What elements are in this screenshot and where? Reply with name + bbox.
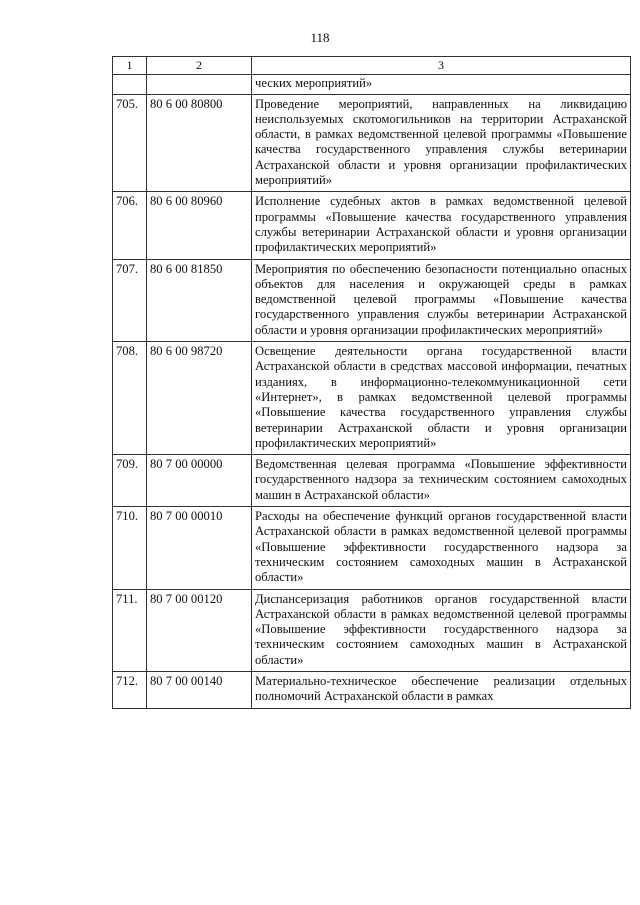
row-code: 80 7 00 00120 — [147, 589, 252, 671]
row-text: Мероприятия по обеспечению безопасности потенциально опасных объектов для населения и окружающей среды в рамках ведомственной целевой программы «Повышение качества государственного управления службы ветеринарии Астраханской области и уровня организации профилактических мероприятий» — [252, 259, 631, 341]
table-row — [113, 507, 631, 589]
row-text: Ведомственная целевая программа «Повышение эффективности государственного надзора за техническим состоянием самоходных машин в Астраханской области» — [252, 455, 631, 507]
row-code: 80 6 00 81850 — [147, 259, 252, 341]
row-number: 706. — [113, 192, 147, 259]
row-text: Исполнение судебных актов в рамках ведомственной целевой программы «Повышение качества государственного управления службы ветеринарии Астраханской области и уровня организации профилактических мероприятий» — [252, 192, 631, 259]
budget-classification-table — [112, 56, 631, 709]
row-code — [147, 75, 252, 94]
row-number: 709. — [113, 455, 147, 507]
header-col-2: 2 — [147, 57, 252, 75]
table-row — [113, 342, 631, 455]
row-text: Материально-техническое обеспечение реализации отдельных полномочий Астраханской области в рамках — [252, 671, 631, 708]
row-number: 705. — [113, 94, 147, 192]
row-number: 712. — [113, 671, 147, 708]
table-row — [113, 94, 631, 192]
table-row — [113, 589, 631, 671]
row-number: 710. — [113, 507, 147, 589]
row-number — [113, 75, 147, 94]
row-code: 80 7 00 00140 — [147, 671, 252, 708]
row-text: Расходы на обеспечение функций органов государственной власти Астраханской области в рамках ведомственной целевой программы «Повышение эффективности государственного надзора за техническим состоянием самоходных машин в Астраханской области» — [252, 507, 631, 589]
header-col-3: 3 — [252, 57, 631, 75]
row-code: 80 7 00 00000 — [147, 455, 252, 507]
row-number: 707. — [113, 259, 147, 341]
table-header-row — [113, 57, 631, 75]
table-row — [113, 259, 631, 341]
table-row — [113, 192, 631, 259]
table-row — [113, 671, 631, 708]
table-row-continuation — [113, 75, 631, 94]
row-text: ческих мероприятий» — [252, 75, 631, 94]
row-code: 80 7 00 00010 — [147, 507, 252, 589]
row-text: Освещение деятельности органа государственной власти Астраханской области в средствах массовой информации, печатных изданиях, в информационно-телекоммуникационной сети «Интернет», в рамках ведомственной целевой программы «Повышение качества государственного управления службы ветеринарии Астраханской области и уровня организации профилактических мероприятий» — [252, 342, 631, 455]
row-code: 80 6 00 98720 — [147, 342, 252, 455]
table-row — [113, 455, 631, 507]
row-number: 711. — [113, 589, 147, 671]
row-text: Проведение мероприятий, направленных на ликвидацию неиспользуемых скотомогильников на территории Астраханской области, в рамках ведомственной целевой программы «Повышение качества государственного управления службы ветеринарии Астраханской области и уровня организации профилактических мероприятий» — [252, 94, 631, 192]
row-code: 80 6 00 80800 — [147, 94, 252, 192]
row-code: 80 6 00 80960 — [147, 192, 252, 259]
header-col-1: 1 — [113, 57, 147, 75]
page-number: 118 — [310, 30, 330, 45]
row-text: Диспансеризация работников органов государственной власти Астраханской области в рамках ведомственной целевой программы «Повышение эффективности государственного надзора за техническим состоянием самоходных машин в Астраханской области» — [252, 589, 631, 671]
row-number: 708. — [113, 342, 147, 455]
